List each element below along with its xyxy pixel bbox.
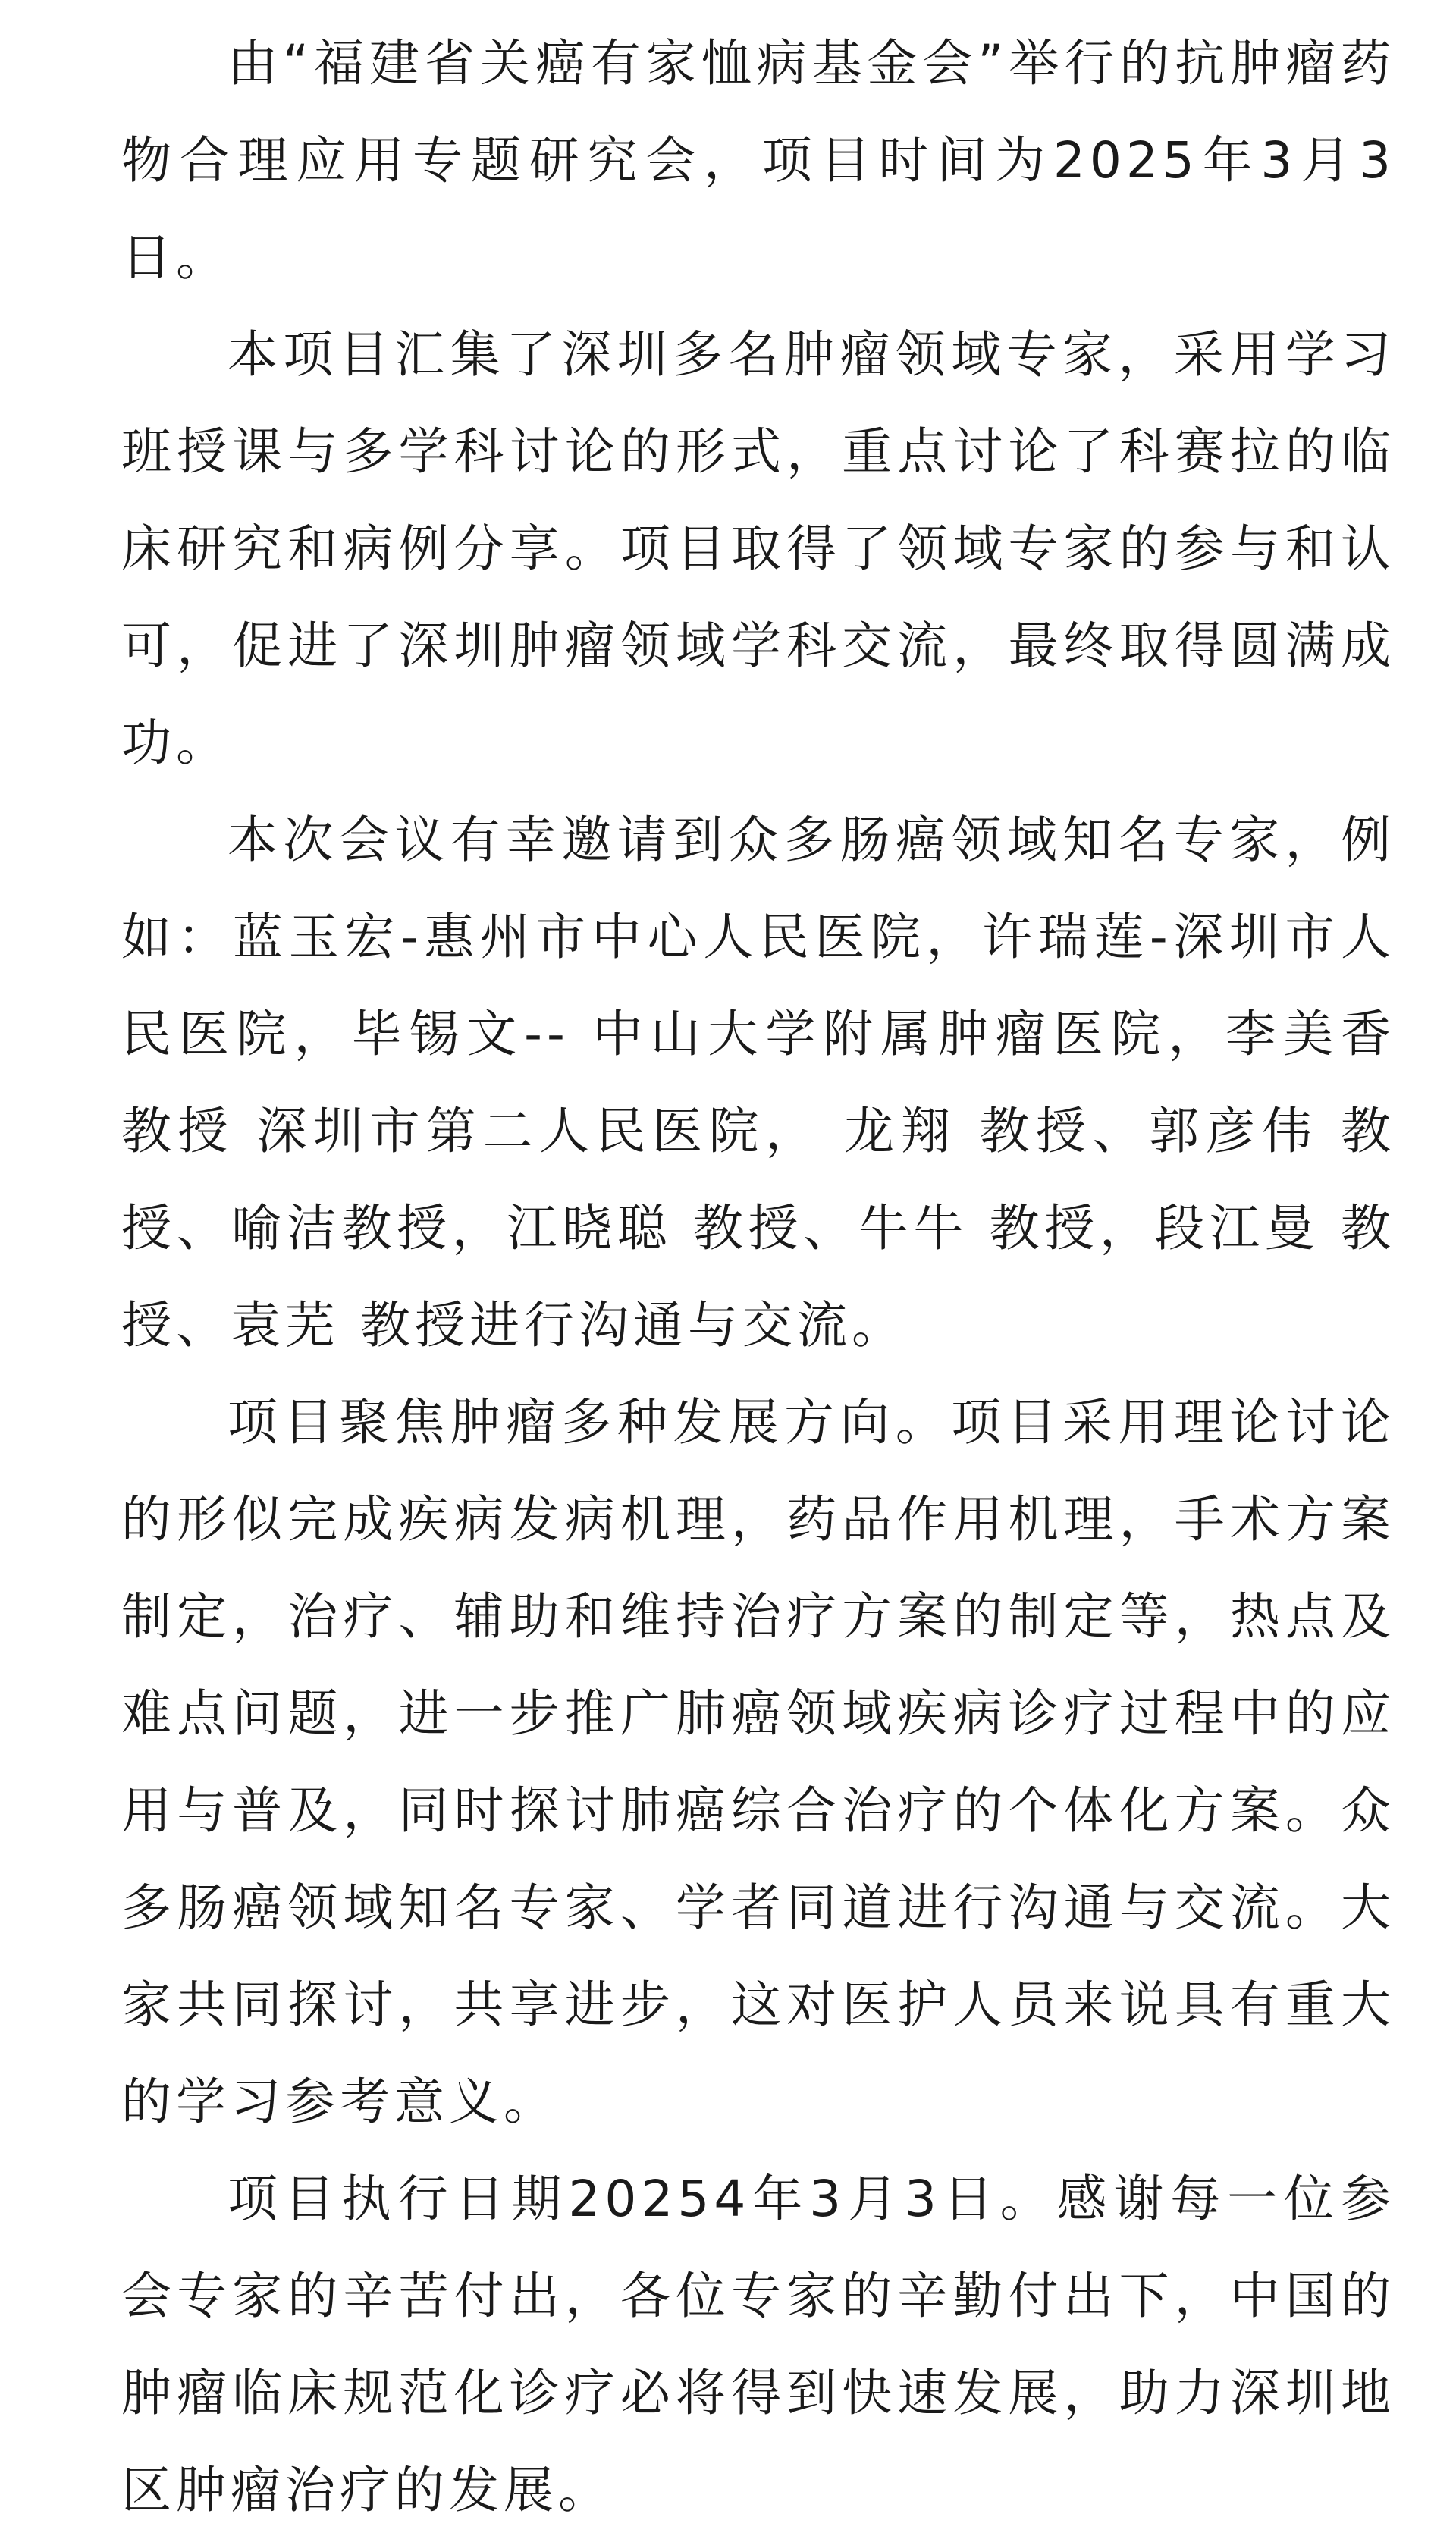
paragraph-project-summary: 本项目汇集了深圳多名肿瘤领域专家，采用学习班授课与多学科讨论的形式，重点讨论了科赛拉的临床研究和病例分享。项目取得了领域专家的参与和认可，促进了深圳肿瘤领域学科交流，最终取得圆满成功。 [121, 325, 1395, 772]
paragraph-invited-experts: 本次会议有幸邀请到众多肠癌领域知名专家，例如：蓝玉宏-惠州市中心人民医院，许瑞莲-深圳市人民医院，毕锡文-- 中山大学附属肿瘤医院，李美香 教授 深圳市第二人民医院， 龙翔 教授、郭彦伟 教授、喻洁教授，江晓聪 教授、牛牛 教授，段江曼 教授、袁芜 教授进行沟通与交流。 [121, 811, 1395, 1354]
article-body [121, 0, 1395, 2539]
paragraph-project-intro: 由“福建省关癌有家恤病基金会”举行的抗肿瘤药物合理应用专题研究会，项目时间为2025年3月3日。 [121, 34, 1395, 287]
paragraph-closing-thanks: 项目执行日期20254年3月3日。感谢每一位参会专家的辛苦付出，各位专家的辛勤付出下，中国的肿瘤临床规范化诊疗必将得到快速发展，助力深圳地区肿瘤治疗的发展。 [121, 2170, 1395, 2519]
paragraph-project-focus: 项目聚焦肿瘤多种发展方向。项目采用理论讨论的形似完成疾病发病机理，药品作用机理，手术方案制定，治疗、辅助和维持治疗方案的制定等，热点及难点问题，进一步推广肺癌领域疾病诊疗过程中的应用与普及，同时探讨肺癌综合治疗的个体化方案。众多肠癌领域知名专家、学者同道进行沟通与交流。大家共同探讨，共享进步，这对医护人员来说具有重大的学习参考意义。 [121, 1393, 1395, 2131]
